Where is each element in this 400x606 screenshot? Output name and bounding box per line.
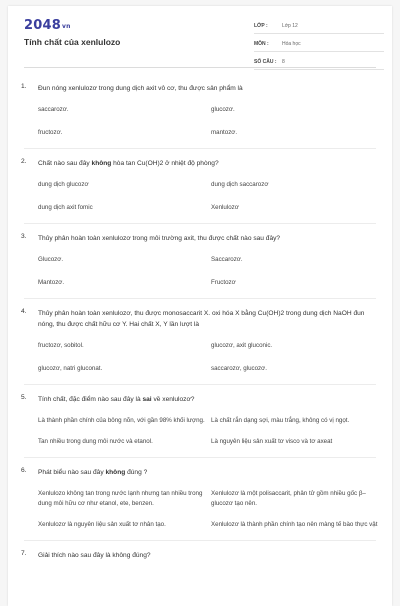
- answer-option[interactable]: Glucozơ.: [38, 256, 64, 263]
- question-block: [8, 541, 392, 571]
- question-text-start: Chất nào sau đây: [38, 160, 92, 167]
- question-text-end: về xenlulozơ?: [151, 396, 195, 403]
- question-text: [38, 158, 372, 169]
- question-number: 3.: [21, 233, 27, 240]
- meta-value: Hóa học: [282, 41, 301, 47]
- question-text: [38, 394, 372, 405]
- meta-key: MÔN :: [254, 41, 269, 47]
- meta-key: LỚP :: [254, 23, 268, 29]
- worksheet-page: [8, 6, 392, 606]
- question-text-end: hòa tan Cu(OH)2 ở nhiệt độ phòng?: [111, 160, 219, 167]
- question-number: 2.: [21, 158, 27, 165]
- answer-option[interactable]: dung dịch saccarozơ: [211, 181, 269, 188]
- question-text: [38, 233, 372, 244]
- meta-value: Lớp 12: [282, 23, 298, 29]
- question-text: [38, 550, 372, 561]
- answer-option[interactable]: glucozơ, natri gluconat.: [38, 365, 103, 372]
- answer-option[interactable]: glucozơ, axit gluconic.: [211, 342, 273, 349]
- answer-option[interactable]: fructozơ, sobitol.: [38, 342, 84, 349]
- question-text-start: Thủy phân hoàn toàn xenlulozơ, thu được monosaccarit X. oxi hóa X bằng Cu(OH)2 trong dung dịch NaOH đun nóng, thu được chất hữu cơ Y. Hai chất X, Y lần lượt là: [38, 310, 365, 328]
- meta-row-subject: [254, 37, 384, 52]
- answer-option[interactable]: Là chất rắn dạng sợi, màu trắng, không có vị ngọt.: [211, 417, 350, 424]
- question-text-end: đúng ?: [125, 469, 148, 476]
- answer-option[interactable]: Tan nhiều trong dung môi nước và etanol.: [38, 438, 153, 445]
- answer-option[interactable]: Xenlulozơ là một polisaccarit, phân tử gồm nhiều gốc β–glucozơ tạo nên.: [211, 490, 366, 507]
- answer-option[interactable]: dung dịch glucozơ: [38, 181, 89, 188]
- answer-option[interactable]: Xenlulozo không tan trong nước lạnh nhưng tan nhiều trong dung môi hữu cơ như etanol, ete, benzen.: [38, 490, 203, 507]
- answer-option[interactable]: mantozơ.: [211, 129, 238, 136]
- answer-options: [38, 180, 372, 213]
- answer-options: [38, 255, 372, 288]
- question-block: [8, 224, 392, 298]
- answer-option[interactable]: Xenlulozơ: [211, 204, 239, 211]
- question-number: 6.: [21, 467, 27, 474]
- question-emphasis: không: [91, 160, 112, 167]
- answer-option[interactable]: Saccarozơ.: [211, 256, 243, 263]
- question-text-start: Tính chất, đặc điểm nào sau đây là: [38, 396, 143, 403]
- answer-option[interactable]: Xenlulozơ là thành phần chính tạo nên màng tế bào thực vật: [211, 521, 378, 528]
- worksheet-title: Tính chất của xenlulozo: [24, 37, 121, 47]
- site-logo[interactable]: [24, 18, 71, 33]
- meta-value: 8: [282, 59, 285, 65]
- answer-option[interactable]: Là thành phần chính của bông nõn, với gần 98% khối lượng.: [38, 417, 205, 424]
- answer-option[interactable]: Mantozơ.: [38, 279, 65, 286]
- question-block: [8, 83, 392, 148]
- question-text: [38, 467, 372, 478]
- answer-options: [38, 416, 372, 447]
- question-text-start: Giải thích nào sau đây là không đúng?: [38, 552, 151, 559]
- answer-option[interactable]: Là nguyên liệu sản xuất tơ visco và tơ axeat: [211, 438, 333, 445]
- answer-option[interactable]: saccarozơ, glucozơ.: [211, 365, 267, 372]
- question-block: [8, 299, 392, 384]
- meta-key: SỐ CÂU :: [254, 59, 277, 65]
- question-text-start: Phát biểu nào sau đây: [38, 469, 106, 476]
- question-number: 1.: [21, 83, 27, 90]
- question-text-start: Đun nóng xenlulozơ trong dung dịch axit vô cơ, thu được sản phẩm là: [38, 85, 243, 92]
- answer-option[interactable]: fructozơ.: [38, 129, 63, 136]
- header-divider: [24, 67, 376, 68]
- question-block: [8, 149, 392, 223]
- question-number: 5.: [21, 394, 27, 401]
- answer-option[interactable]: dung dịch axit fomic: [38, 204, 93, 211]
- question-text: [38, 308, 372, 330]
- answer-option[interactable]: Xenlulozơ là nguyên liệu sản xuất tơ nhân tạo.: [38, 521, 166, 528]
- question-emphasis: sai: [142, 396, 152, 403]
- answer-options: [38, 341, 372, 374]
- question-list: [8, 83, 392, 571]
- question-block: [8, 458, 392, 540]
- logo-text: 2048: [24, 18, 61, 33]
- question-block: [8, 385, 392, 457]
- answer-options: [38, 105, 372, 138]
- question-number: 4.: [21, 308, 27, 315]
- answer-option[interactable]: glucozơ.: [211, 106, 235, 113]
- question-text: [38, 83, 372, 94]
- question-emphasis: không: [105, 469, 126, 476]
- worksheet-meta: [254, 19, 384, 73]
- answer-options: [38, 489, 378, 530]
- logo-suffix: vn: [61, 23, 71, 30]
- answer-option[interactable]: Fructozơ: [211, 279, 236, 286]
- question-text-start: Thủy phân hoàn toàn xenlulozơ trong môi trường axit, thu được chất nào sau đây?: [38, 235, 281, 242]
- meta-row-class: [254, 19, 384, 34]
- answer-option[interactable]: saccarozơ.: [38, 106, 69, 113]
- worksheet-header: [8, 6, 392, 66]
- question-number: 7.: [21, 550, 27, 557]
